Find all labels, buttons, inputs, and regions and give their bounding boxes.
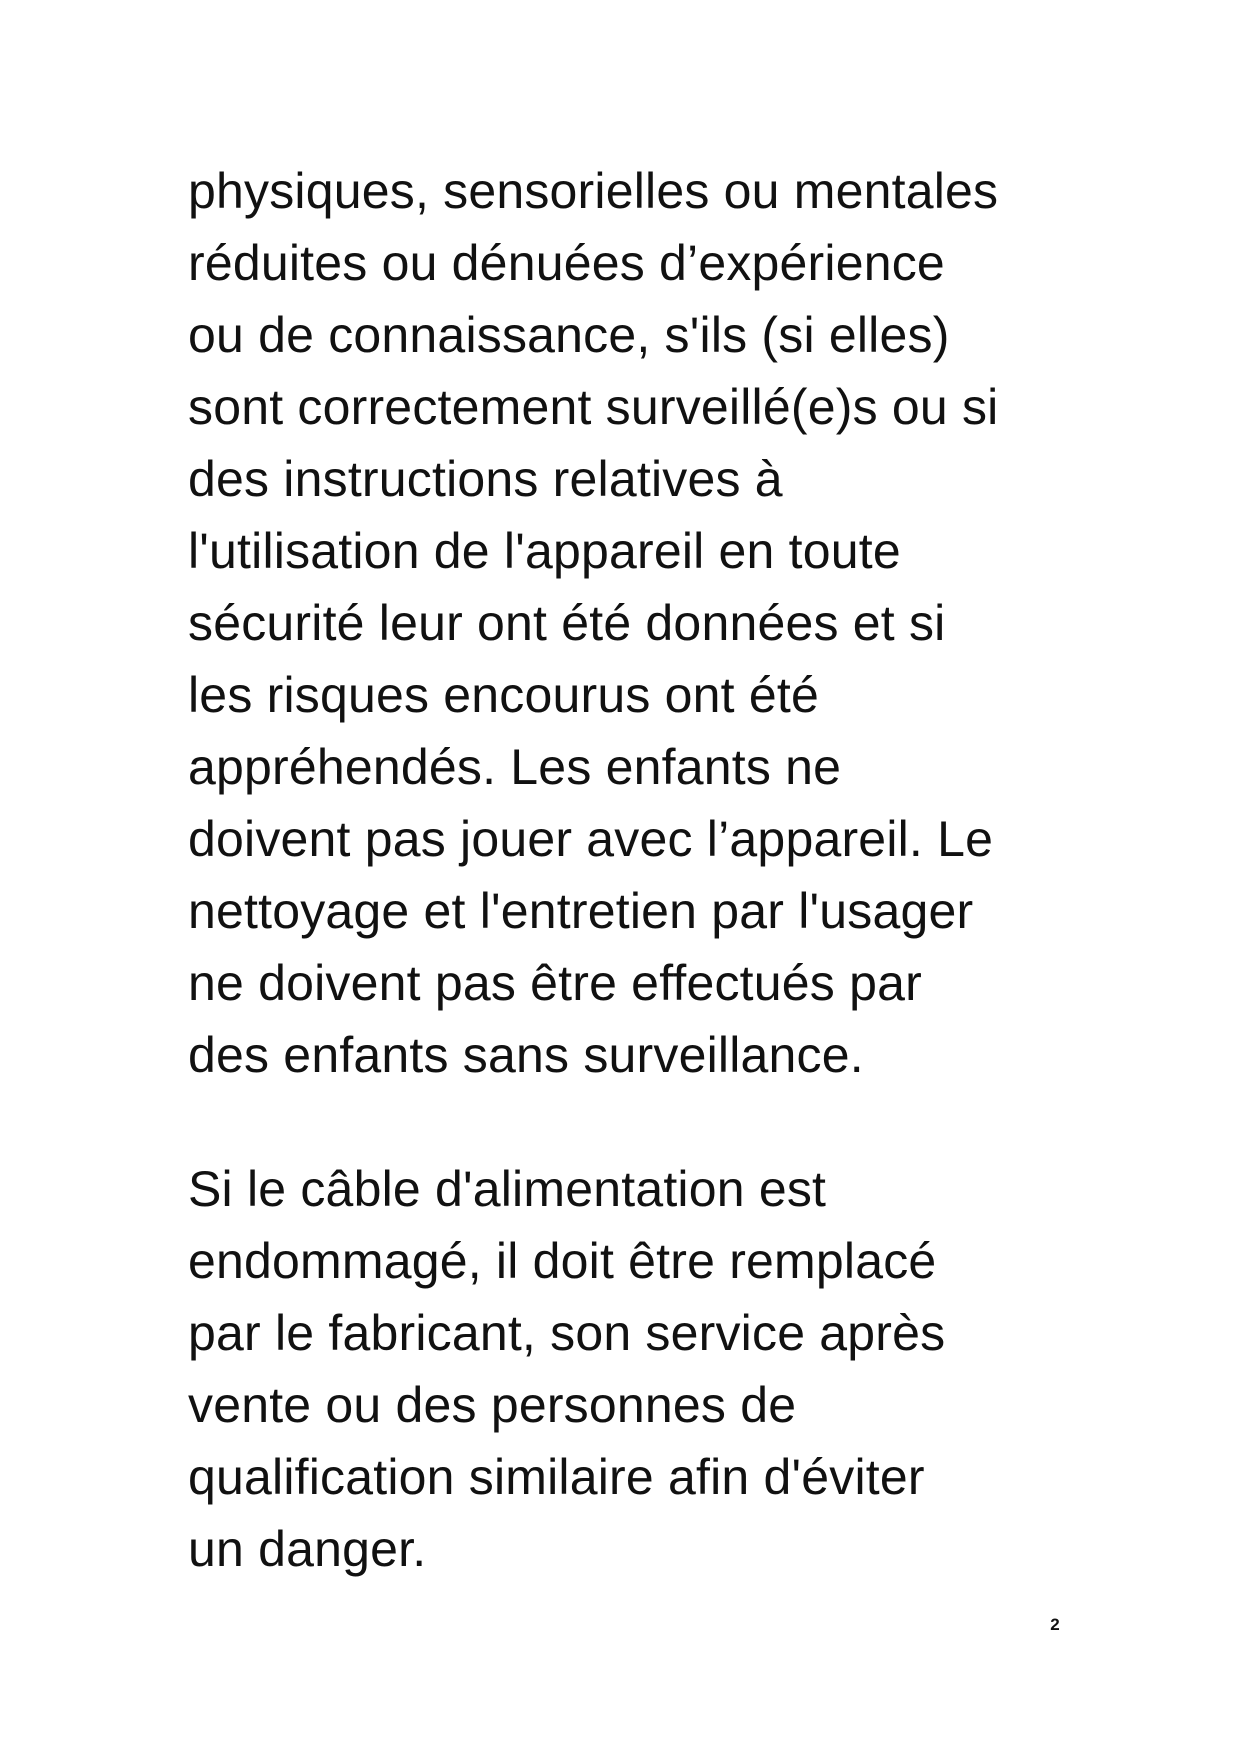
text-line: ne doivent pas être effectués par (188, 955, 922, 1011)
paragraph-power-cable (188, 1153, 1088, 1585)
text-line: vente ou des personnes de (188, 1377, 797, 1433)
text-line: endommagé, il doit être remplacé (188, 1233, 937, 1289)
text-line: réduites ou dénuées d’expérience (188, 235, 945, 291)
text-line: les risques encourus ont été (188, 667, 819, 723)
text-line: sécurité leur ont été données et si (188, 595, 946, 651)
text-line: nettoyage et l'entretien par l'usager (188, 883, 974, 939)
text-line: par le fabricant, son service après (188, 1305, 946, 1361)
text-line: un danger. (188, 1521, 427, 1577)
text-line: appréhendés. Les enfants ne (188, 739, 842, 795)
page-number: 2 (1050, 1615, 1060, 1634)
text-line: physiques, sensorielles ou mentales (188, 163, 999, 219)
text-line: des instructions relatives à (188, 451, 783, 507)
text-line: Si le câble d'alimentation est (188, 1161, 827, 1217)
text-line: qualification similaire afin d'éviter (188, 1449, 925, 1505)
text-line: ou de connaissance, s'ils (si elles) (188, 307, 950, 363)
text-line: sont correctement surveillé(e)s ou si (188, 379, 999, 435)
paragraph-child-safety (188, 155, 1088, 1091)
text-line: doivent pas jouer avec l’appareil. Le (188, 811, 994, 867)
text-line: l'utilisation de l'appareil en toute (188, 523, 901, 579)
text-line: des enfants sans surveillance. (188, 1027, 864, 1083)
